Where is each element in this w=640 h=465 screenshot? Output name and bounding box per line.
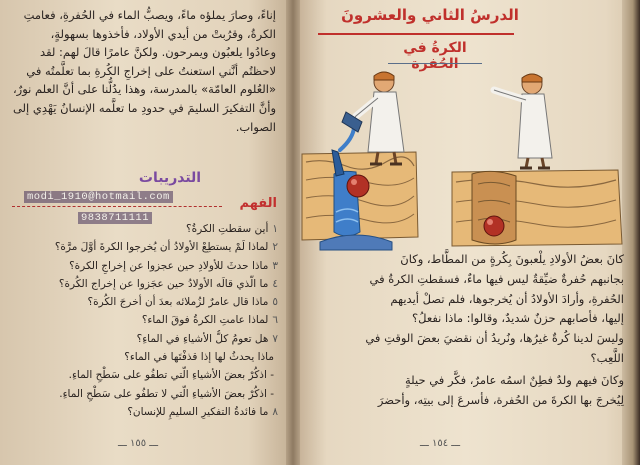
question-text: ماذا حدثَ للأولادِ حين عجزوا عن إخراجِ الكرة؟ <box>69 259 269 272</box>
question-text: - اذكُرْ بعضَ الأشياءِ الّتي تطفُو على سَطْحِ الماءِ. <box>68 369 274 382</box>
text-line: وكانَ فيهم ولدٌ فطِنٌ اسمُه عامرٌ، فكَّر في حيلةٍ <box>405 372 624 387</box>
illustration-boys-ball-in-pit <box>296 62 630 252</box>
question-item <box>8 403 278 421</box>
text-line: اللَّعِب؟ <box>590 350 624 365</box>
text-line: إليها، فأصابهم حزنٌ شديدٌ، وقالوا: ماذا نفعلُ؟ <box>412 311 624 326</box>
question-number: ٦ <box>272 314 278 327</box>
question-text: هل تعومُ كلُّ الأشياءِ في الماءِ؟ <box>136 332 269 345</box>
left-page-paragraph <box>8 6 276 136</box>
question-number: ٧ <box>272 332 278 345</box>
question-number: ٨ <box>272 405 278 418</box>
question-item <box>8 366 278 384</box>
question-text: لماذا عامتِ الكرةُ فوقَ الماء؟ <box>141 314 269 327</box>
drills-heading: التدريبات <box>138 170 202 186</box>
right-page-story <box>302 250 624 410</box>
question-number: ٤ <box>272 277 278 290</box>
text-line: بجانبهم حُفرةٌ ضيِّقةٌ ليس فيها ماءٌ، فسقطتِ الكرةُ في <box>369 271 624 286</box>
question-text: ماذا قال عامرٌ لزُملائه بعدَ أن أخرجَ الكُرة؟ <box>87 296 269 309</box>
question-item <box>8 220 278 238</box>
question-item <box>8 238 278 256</box>
question-text: - اذكُرْ بعضَ الأشياءِ الّتي لا تطفُو على سَطْحِ الماءِ. <box>59 387 274 400</box>
text-line: وليسَ لدينا كُرةٌ غيرُها، ونُريدُ أن نقضيَ بعضَ الوقتِ في <box>365 331 624 346</box>
question-number: ١ <box>272 223 278 235</box>
section-divider <box>12 206 222 207</box>
question-text: أين سقطتِ الكرةُ؟ <box>186 223 269 235</box>
watermark-phone: 9838711111 <box>78 212 152 224</box>
question-number: ٢ <box>272 241 278 254</box>
text-line: إناءً، وصارَ يملؤه ماءً، ويصبُّ الماء في الحُفرةِ، فعامتِ <box>23 8 276 22</box>
text-line: كانَ بعضُ الأولادِ يلْعبونَ بِكُرةٍ من المطَّاط، وكانَ <box>400 252 624 266</box>
text-line: لاحظتُم أنَّني استعنتُ على إخراجِ الكُرةِ بما تعلَّمتُه في <box>26 63 276 78</box>
lesson-title-underline <box>318 33 514 35</box>
text-line: وعادُوا يلعبُون ويمرحون. ولكنَّ عامرًا قالَ لهم: لقد <box>40 45 276 60</box>
text-line: الحُفرةِ، وأرادَ الأولادُ أن يُخرجوها، فلم تصلْ أيديهم <box>390 291 624 306</box>
text-line: الصواب. <box>235 119 276 134</box>
question-item <box>8 348 278 366</box>
story-title: الكرةُ في الحُفرة <box>403 40 467 72</box>
boy-pouring-water <box>342 72 404 164</box>
question-text: لماذا لَمْ يستطِعْ الأولادُ أن يُخرجوا الكرةَ أوَّلَ مرَّة؟ <box>54 241 269 254</box>
text-line: «العُلوم العامّة» بالمدرسة، وهذا يدُلُّنا على أنَّ العلم نورٌ، <box>12 82 276 97</box>
question-item <box>8 330 278 348</box>
watermark-email: modi_1910@hotmail.com <box>24 191 173 203</box>
question-item <box>8 385 278 403</box>
question-item <box>8 293 278 311</box>
questions-list <box>8 220 278 421</box>
question-number: ٥ <box>272 296 278 309</box>
text-line: لِيُخرجَ بها الكرةَ من الحُفرة، فأسرعَ إلى بيتِه، وأحضرَ <box>377 392 624 407</box>
question-text: ماذا يحدثُ لها إذا قذفْتَها في الماء؟ <box>124 351 274 364</box>
question-item <box>8 311 278 329</box>
comprehension-label: الفهم <box>239 196 277 211</box>
text-line: الكرةُ، وقرُبتْ من أيدي الأولاد، فأخذوها بسهولةٍ، <box>50 26 276 41</box>
question-item <box>8 275 278 293</box>
question-text: ما فائدةُ التفكيرِ السليمِ للإنسان؟ <box>127 405 269 418</box>
page-number-right: ـــ ١٥٤ ـــ <box>420 438 461 449</box>
boy-pointing <box>494 74 552 168</box>
right-scene <box>452 170 622 246</box>
lesson-title: الدرسُ الثاني والعشرونَ <box>341 6 519 24</box>
page-number-left: ـــ ١٥٥ ـــ <box>118 438 159 449</box>
text-line: وأنَّ التفكيرَ السليمَ في حدودِ ما تعلَّمه الإنسانُ يَهْدِي إلى <box>12 100 276 115</box>
question-text: ما الّذي قالَه الأولادُ حين عجَزوا عن إخراج الكُرة؟ <box>58 277 269 290</box>
question-item <box>8 257 278 275</box>
question-number: ٣ <box>272 259 278 272</box>
